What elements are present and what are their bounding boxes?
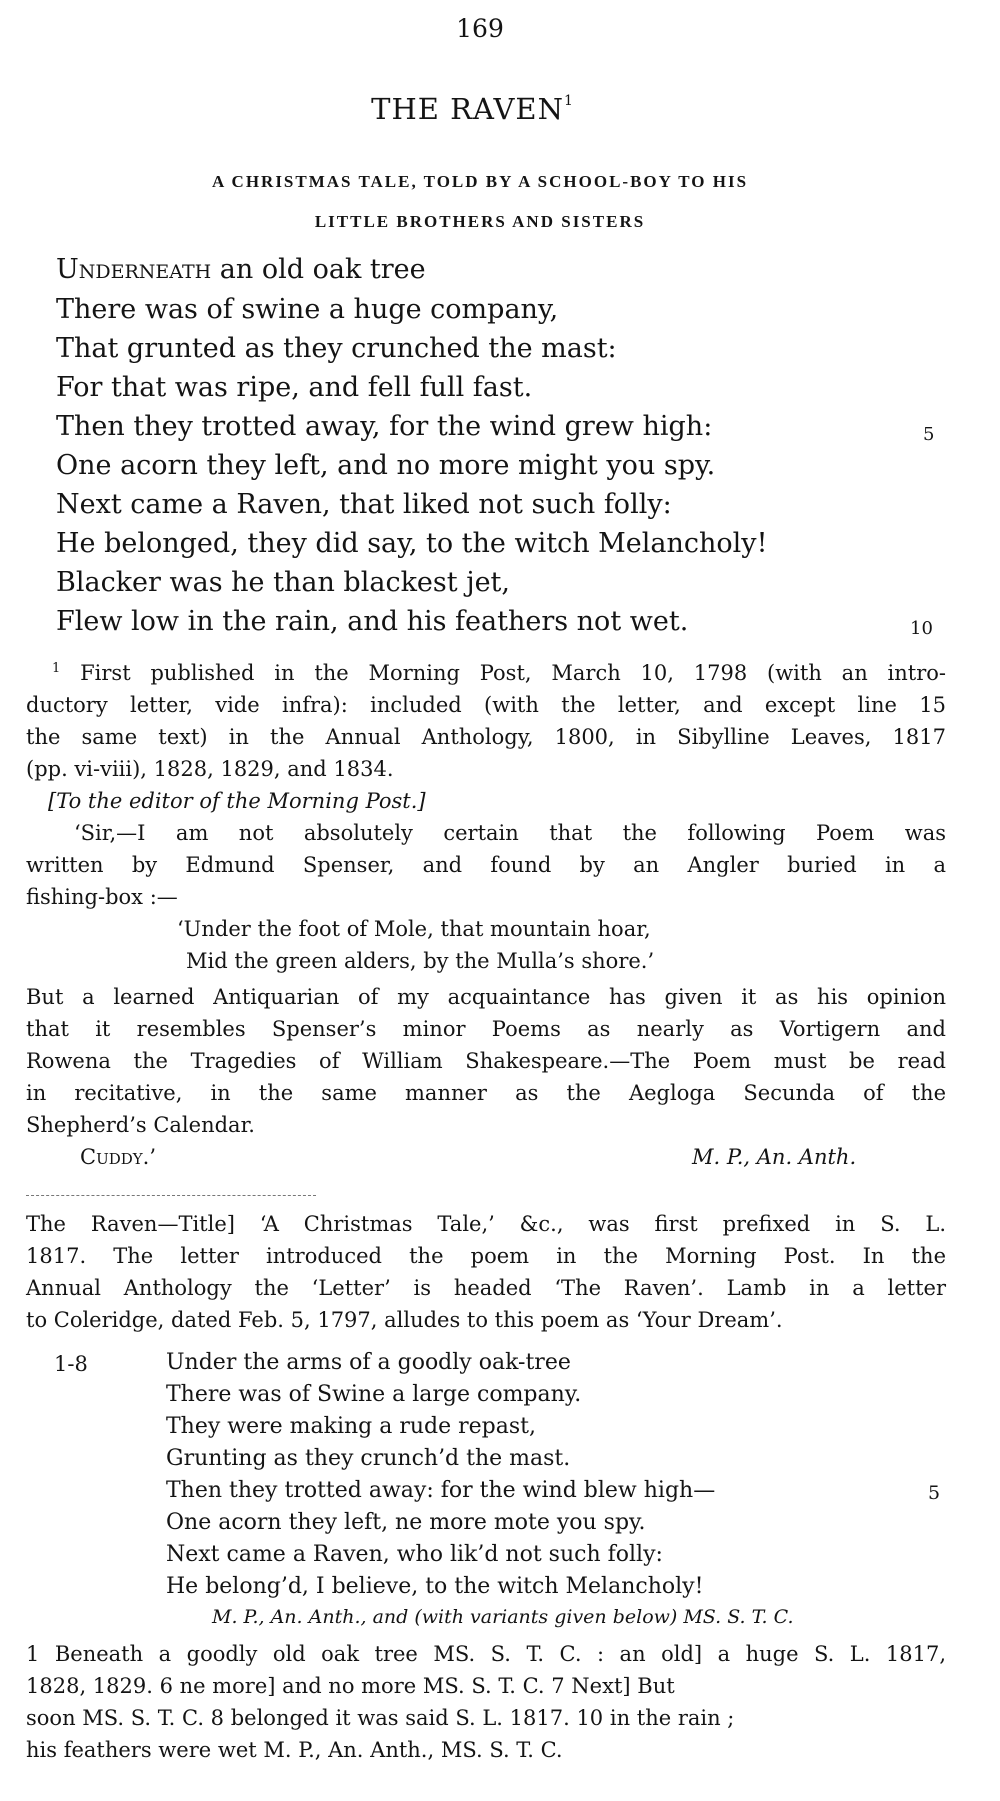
poem-line-5: Then they trotted away, for the wind grew high: (56, 411, 713, 442)
poem-line-2: There was of swine a huge company, (56, 294, 559, 325)
title-note-line-4: to Coleridge, dated Feb. 5, 1797, alludes to this poem as ‘Your Dream’. (26, 1308, 783, 1332)
variant-line-8: He belong’d, I believe, to the witch Melancholy! (166, 1574, 704, 1599)
footnote-line-3: the same text) in the Annual Anthology, 1800, in Sibylline Leaves, 1817 (26, 725, 946, 749)
collation-line-3: soon MS. S. T. C. 8 belonged it was said S. L. 1817. 10 in the rain ; (26, 1706, 735, 1730)
source-citation: M. P., An. Anth. (692, 1145, 857, 1169)
line-number-5: 5 (923, 424, 935, 445)
quote-line-2: Mid the green alders, by the Mulla’s shore.’ (186, 949, 655, 973)
poem-line-1: Underneath an old oak tree (56, 254, 426, 285)
variant-line-1: Under the arms of a goodly oak-tree (166, 1350, 571, 1375)
variant-line-4: Grunting as they crunch’d the mast. (166, 1446, 571, 1471)
title-note-line-2: 1817. The letter introduced the poem in the Morning Post. In the (26, 1244, 946, 1268)
variant-line-5: Then they trotted away: for the wind blew high— (166, 1478, 716, 1503)
letter-cont-1: But a learned Antiquarian of my acquaintance has given it as his opinion (26, 985, 946, 1009)
editor-line: [To the editor of the Morning Post.] (48, 789, 426, 813)
poem-line-7: Next came a Raven, that liked not such folly: (56, 489, 672, 520)
title-text: THE RAVEN (371, 92, 564, 126)
poem-line-6: One acorn they left, and no more might you spy. (56, 450, 716, 481)
letter-cont-4: in recitative, in the same manner as the Aegloga Secunda of the (26, 1081, 946, 1105)
variant-line-6: One acorn they left, ne more mote you spy. (166, 1510, 646, 1535)
page-number: 169 (456, 14, 504, 43)
collation-line-4: his feathers were wet M. P., An. Anth., MS. S. T. C. (26, 1738, 563, 1762)
footnote-line-2: ductory letter, vide infra): included (with the letter, and except line 15 (26, 693, 946, 717)
subtitle-line-2: LITTLE BROTHERS AND SISTERS (314, 212, 646, 231)
letter-cont-2: that it resembles Spenser’s minor Poems as nearly as Vortigern and (26, 1017, 946, 1041)
collation-line-2: 1828, 1829. 6 ne more] and no more MS. S. T. C. 7 Next] But (26, 1674, 675, 1698)
poem-title (0, 92, 945, 126)
poem-first-word: Underneath (56, 254, 212, 285)
separator-rule (26, 1195, 316, 1196)
poem-line-4: For that was ripe, and fell full fast. (56, 372, 533, 403)
variant-label: 1-8 (54, 1352, 88, 1376)
footnote-mark: 1 (52, 661, 61, 676)
letter-line-2: written by Edmund Spenser, and found by an Angler buried in a (26, 853, 946, 877)
line-number-10: 10 (910, 618, 933, 639)
subtitle-line-1: A CHRISTMAS TALE, TOLD BY A SCHOOL-BOY TO HIS (211, 172, 749, 191)
quote-line-1: ‘Under the foot of Mole, that mountain hoar, (177, 917, 651, 941)
poem-line-10: Flew low in the rain, and his feathers not wet. (56, 606, 689, 637)
title-note-line-1: The Raven—Title] ‘A Christmas Tale,’ &c., was first prefixed in S. L. (26, 1212, 946, 1236)
collation-line-1: 1 Beneath a goodly old oak tree MS. S. T. C. : an old] a huge S. L. 1817, (26, 1642, 946, 1666)
letter-cont-5: Shepherd’s Calendar. (26, 1113, 255, 1137)
footnote-line-4: (pp. vi-viii), 1828, 1829, and 1834. (26, 757, 394, 781)
letter-line-1: ‘Sir,—I am not absolutely certain that the following Poem was (74, 821, 946, 845)
variant-line-3: They were making a rude repast, (166, 1414, 537, 1439)
variant-line-number-5: 5 (928, 1482, 941, 1504)
letter-line-3: fishing-box :— (26, 885, 178, 909)
letter-cont-3: Rowena the Tragedies of William Shakespeare.—The Poem must be read (26, 1049, 946, 1073)
title-footnote-mark: 1 (563, 93, 574, 109)
variant-line-7: Next came a Raven, who lik’d not such folly: (166, 1542, 663, 1567)
signature: Cuddy.’ (80, 1145, 157, 1169)
poem-line-9: Blacker was he than blackest jet, (56, 567, 510, 598)
variant-source: M. P., An. Anth., and (with variants given below) MS. S. T. C. (212, 1606, 794, 1628)
poem-line-8: He belonged, they did say, to the witch Melancholy! (56, 528, 768, 559)
title-note-line-3: Annual Anthology the ‘Letter’ is headed ‘The Raven’. Lamb in a letter (26, 1276, 946, 1300)
poem-line-3: That grunted as they crunched the mast: (56, 333, 617, 364)
footnote-line-1: $^1$ First published in the Morning Post, March 10, 1798 (with an intro- (52, 661, 946, 685)
variant-line-2: There was of Swine a large company. (166, 1382, 582, 1407)
